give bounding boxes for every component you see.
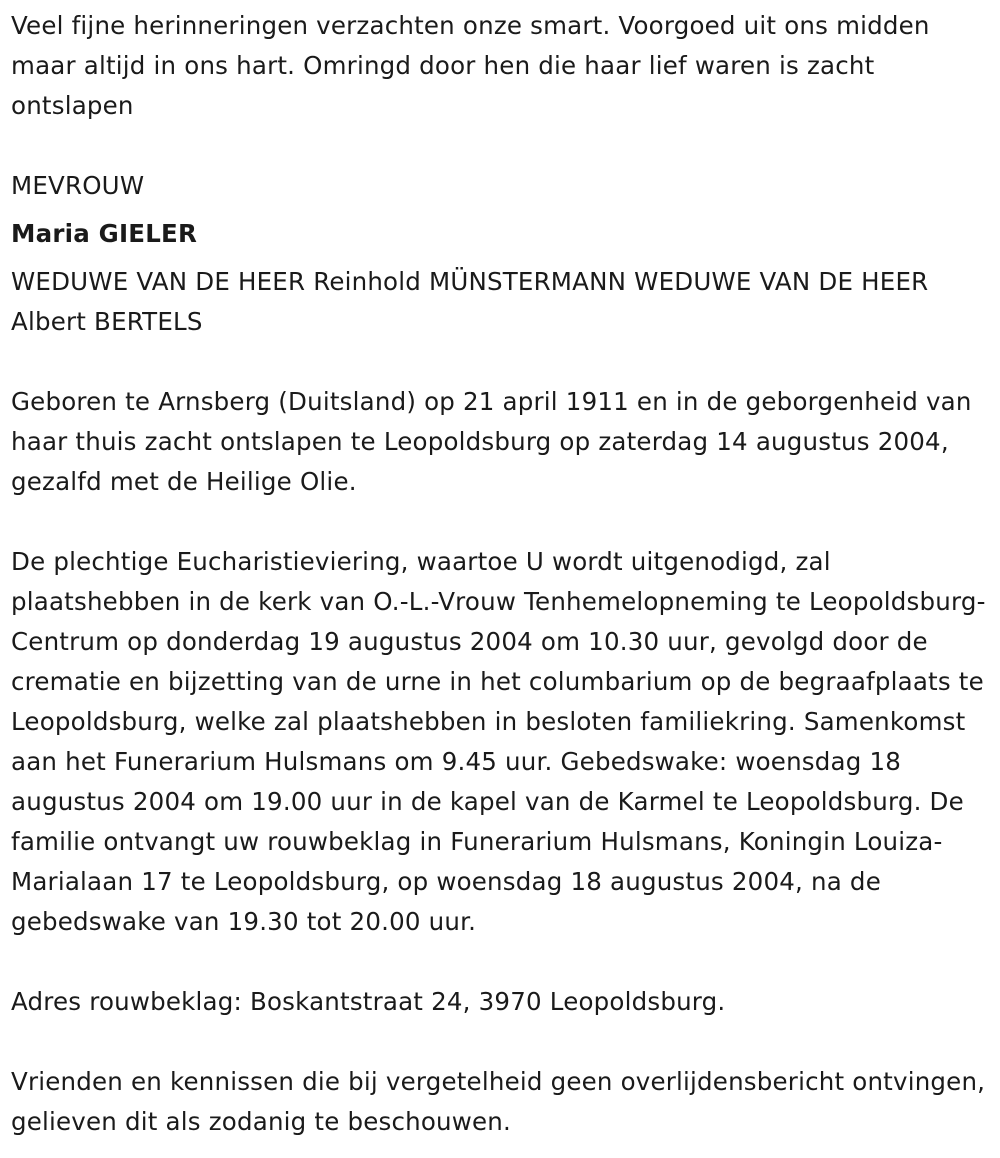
closing-text: Vrienden en kennissen die bij vergetelheid geen overlijdensbericht ontvingen, gelieven dit als zodanig te beschouwen. [11, 1067, 986, 1136]
spacer [11, 942, 996, 982]
spacer [11, 206, 996, 214]
spacer [11, 502, 996, 542]
honorific-title: MEVROUW [11, 171, 145, 200]
obituary-document [11, 6, 996, 1142]
birth-death-text: Geboren te Arnsberg (Duitsland) op 21 april 1911 en in de geborgenheid van haar thuis zacht ontslapen te Leopoldsburg op zaterdag 14 augustus 2004, gezalfd met de Heilige Olie. [11, 387, 972, 496]
spacer [11, 1022, 996, 1062]
spacer [11, 126, 996, 166]
ceremony-text: De plechtige Eucharistieviering, waartoe U wordt uitgenodigd, zal plaatshebben in de kerk van O.-L.-Vrouw Tenhemelopneming te Leopoldsburg-Centrum op donderdag 19 augustus 2004 om 10.30 uur, gevolgd door de crematie en bijzetting van de urne in het columbarium op de begraafplaats te Leopoldsburg, welke zal plaatshebben in besloten familiekring. Samenkomst aan het Funerarium Hulsmans om 9.45 uur. Gebedswake: woensdag 18 augustus 2004 om 19.00 uur in de kapel van de Karmel te Leopoldsburg. De familie ontvangt uw rouwbeklag in Funerarium Hulsmans, Koningin Louiza-Marialaan 17 te Leopoldsburg, op woensdag 18 augustus 2004, na de gebedswake van 19.30 tot 20.00 uur. [11, 547, 986, 936]
spacer [11, 254, 996, 262]
deceased-name: Maria GIELER [11, 219, 198, 248]
spacer [11, 342, 996, 382]
opening-text: Veel fijne herinneringen verzachten onze smart. Voorgoed uit ons midden maar altijd in ons hart. Omringd door hen die haar lief waren is zacht ontslapen [11, 11, 930, 120]
address-text: Adres rouwbeklag: Boskantstraat 24, 3970 Leopoldsburg. [11, 987, 726, 1016]
widow-of-text: WEDUWE VAN DE HEER Reinhold MÜNSTERMANN WEDUWE VAN DE HEER Albert BERTELS [11, 267, 929, 336]
